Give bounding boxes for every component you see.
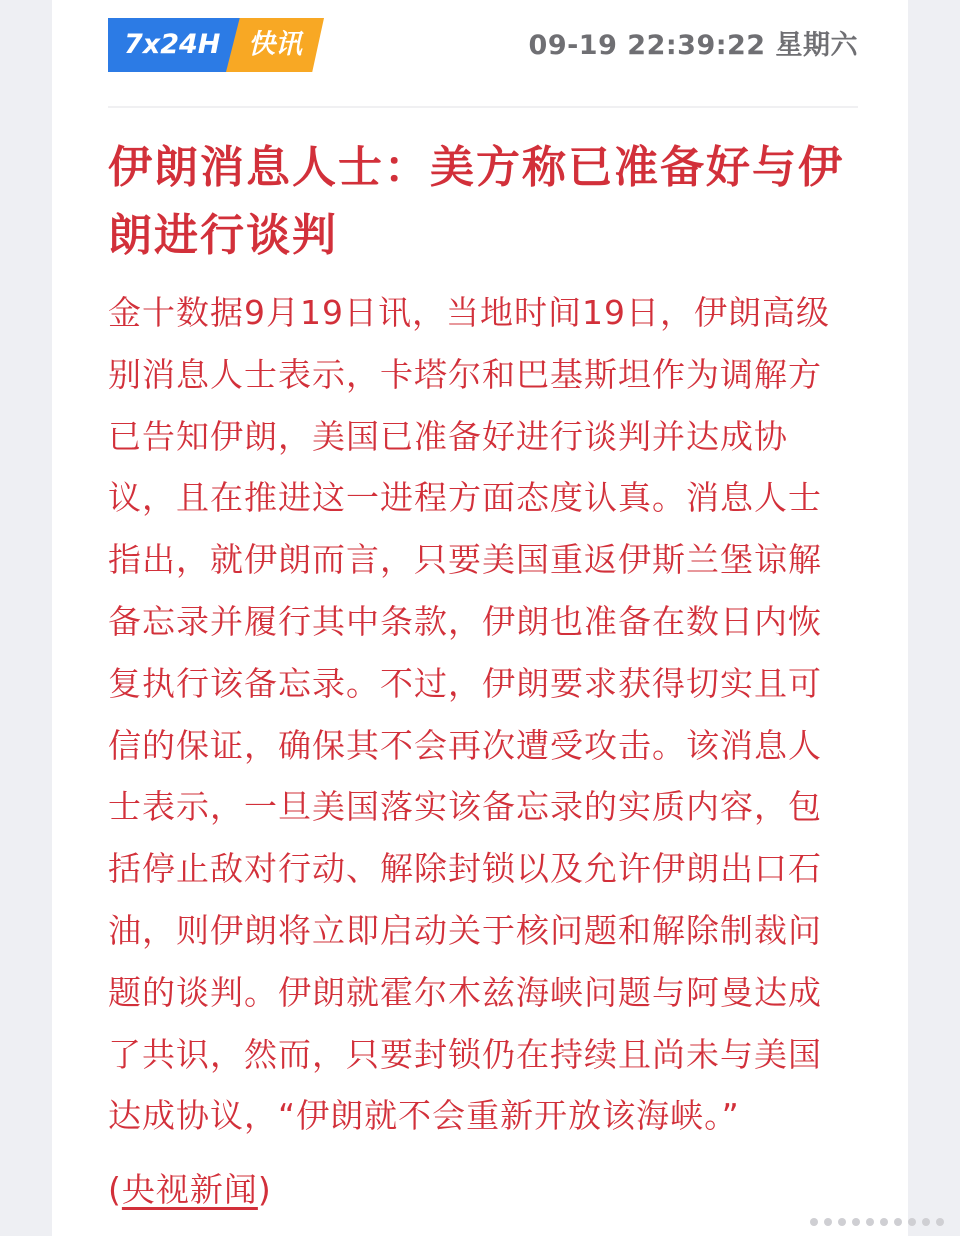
article-title: 伊朗消息人士：美方称已准备好与伊朗进行谈判: [108, 142, 844, 261]
dot: [894, 1218, 902, 1226]
publish-datetime: 09-19 22:39:22 星期六: [528, 30, 858, 61]
article-source: [108, 1165, 272, 1215]
dot: [824, 1218, 832, 1226]
article-body: 金十数据9月19日讯，当地时间19日，伊朗高级别消息人士表示，卡塔尔和巴基斯坦作为调解方已告知伊朗，美国已准备好进行谈判并达成协议，且在推进这一进程方面态度认真。消息人士指出，就伊朗而言，只要美国重返伊斯兰堡谅解备忘录并履行其中条款，伊朗也准备在数日内恢复执行该备忘录。不过，伊朗要求获得切实且可信的保证，确保其不会再次遭受攻击。该消息人士表示，一旦美国落实该备忘录的实质内容，包括停止敌对行动、解除封锁以及允许伊朗出口石油，则伊朗将立即启动关于核问题和解除制裁问题的谈判。伊朗就霍尔木兹海峡问题与阿曼达成了共识，然而，只要封锁仍在持续且尚未与美国达成协议，“伊朗就不会重新开放该海峡。”: [108, 293, 830, 1136]
dot: [936, 1218, 944, 1226]
dot: [880, 1218, 888, 1226]
flash-news-badge: [108, 18, 324, 72]
dot: [810, 1218, 818, 1226]
header-divider: [108, 106, 858, 108]
badge-sub-label: 快讯: [248, 29, 302, 60]
news-header: [108, 18, 858, 72]
dot: [866, 1218, 874, 1226]
dot: [908, 1218, 916, 1226]
dot: [852, 1218, 860, 1226]
source-open-paren: (: [108, 1170, 122, 1209]
news-card: [52, 0, 908, 1236]
source-link[interactable]: 央视新闻: [121, 1170, 258, 1209]
source-close-paren: ): [257, 1170, 272, 1209]
badge-main-label: 7x24H: [124, 29, 221, 60]
dot: [922, 1218, 930, 1226]
dot: [838, 1218, 846, 1226]
more-dots-icon[interactable]: [810, 1218, 944, 1226]
